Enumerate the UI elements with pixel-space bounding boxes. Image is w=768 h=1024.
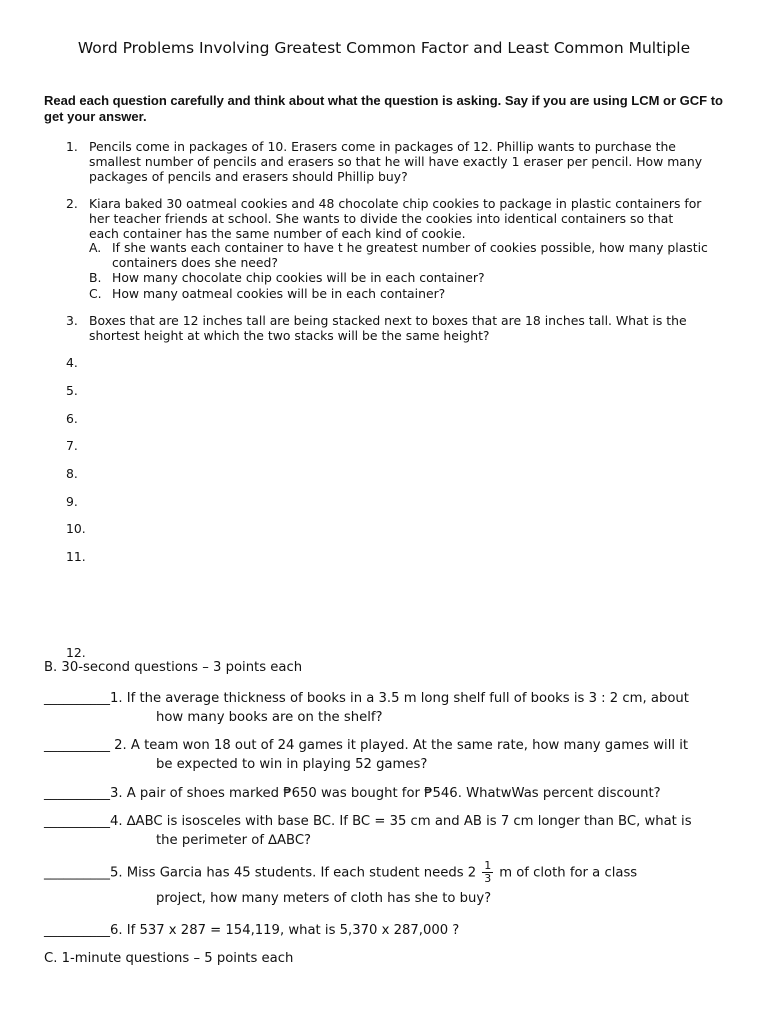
item-text: 2. A team won 18 out of 24 games it played. At the same rate, how many games will it [109,738,689,753]
blank-item-4: 4. [66,355,78,370]
blank-item-7: 7. [66,438,78,453]
item-text-cont: the perimeter of ∆ABC? [156,833,312,848]
item-text: A pair of shoes marked ₱650 was bought for ₱546. WhatwWas percent discount? [122,786,661,801]
question-number: 2. [66,196,78,211]
blank-item-6: 6. [66,411,78,426]
subquestion-letter: C. [89,286,102,301]
blank-item-8: 8. [66,466,78,481]
subquestion-letter: A. [89,240,102,255]
answer-blank: __________3. [44,786,123,801]
item-text-cont: project, how many meters of cloth has she to buy? [156,891,492,906]
item-text: If the average thickness of books in a 3.5 m long shelf full of books is 3 : 2 cm, about [122,691,689,706]
question-2 [66,196,706,241]
blank-item-11: 11. [66,549,86,564]
subquestion-a [89,240,709,270]
item-text-cont: how many books are on the shelf? [156,710,383,725]
section-b-item-6 [44,921,734,940]
item-text-cont: be expected to win in playing 52 games? [156,757,428,772]
section-c-heading: C. 1-minute questions – 5 points each [44,951,294,966]
fraction [482,860,493,885]
blank-item-9: 9. [66,494,78,509]
section-b-item-1 [44,689,734,727]
fraction-numerator: 1 [484,859,492,872]
section-b-heading: B. 30-second questions – 3 points each [44,660,303,675]
question-3 [66,313,706,343]
blank-item-10: 10. [66,521,86,536]
instructions: Read each question carefully and think about what the question is asking. Say if you are using LCM or GCF to get your answer. [44,93,723,124]
answer-blank: __________1. [44,691,123,706]
section-b-item-2 [44,736,734,774]
section-b-item-5 [44,860,734,908]
question-text: Boxes that are 12 inches tall are being stacked next to boxes that are 18 inches tall. What is the shortest height at which the two stacks will be the same height? [89,313,687,343]
answer-blank: __________6. [44,923,123,938]
section-b-item-4 [44,812,734,850]
page-title: Word Problems Involving Greatest Common Factor and Least Common Multiple [77,39,691,57]
answer-blank: __________ [44,738,110,753]
subquestion-text: If she wants each container to have t he greatest number of cookies possible, how many plastic containers does she need? [112,240,708,270]
item-text: If 537 x 287 = 154,119, what is 5,370 x 287,000 ? [122,923,460,938]
answer-blank: __________5. [44,865,123,881]
subquestion-text: How many oatmeal cookies will be in each container? [112,286,446,301]
blank-item-5: 5. [66,383,78,398]
answer-blank: __________4. [44,814,123,829]
question-text: Pencils come in packages of 10. Erasers come in packages of 12. Phillip wants to purchase the smallest number of pencils and erasers so that he will have exactly 1 eraser per pencil. How many packages of pencils and erasers should Phillip buy? [89,139,703,184]
question-text: Kiara baked 30 oatmeal cookies and 48 chocolate chip cookies to package in plastic containers for her teacher friends at school. She wants to divide the cookies into identical containers so that each container has the same number of each kind of cookie. [89,196,702,241]
question-number: 3. [66,313,78,328]
subquestion-text: How many chocolate chip cookies will be in each container? [112,270,485,285]
item-text-after-fraction: m of cloth for a class [499,865,638,881]
item-text: Miss Garcia has 45 students. If each student needs 2 [122,865,477,881]
item-text: ∆ABC is isosceles with base BC. If BC = 35 cm and AB is 7 cm longer than BC, what is [122,814,692,829]
subquestion-c [89,286,709,301]
subquestion-letter: B. [89,270,102,285]
section-b-item-3 [44,784,734,803]
question-number: 1. [66,139,78,154]
fraction-denominator: 3 [484,872,492,885]
blank-item-12: 12. [66,645,86,660]
question-1 [66,139,706,184]
subquestion-b [89,270,709,285]
